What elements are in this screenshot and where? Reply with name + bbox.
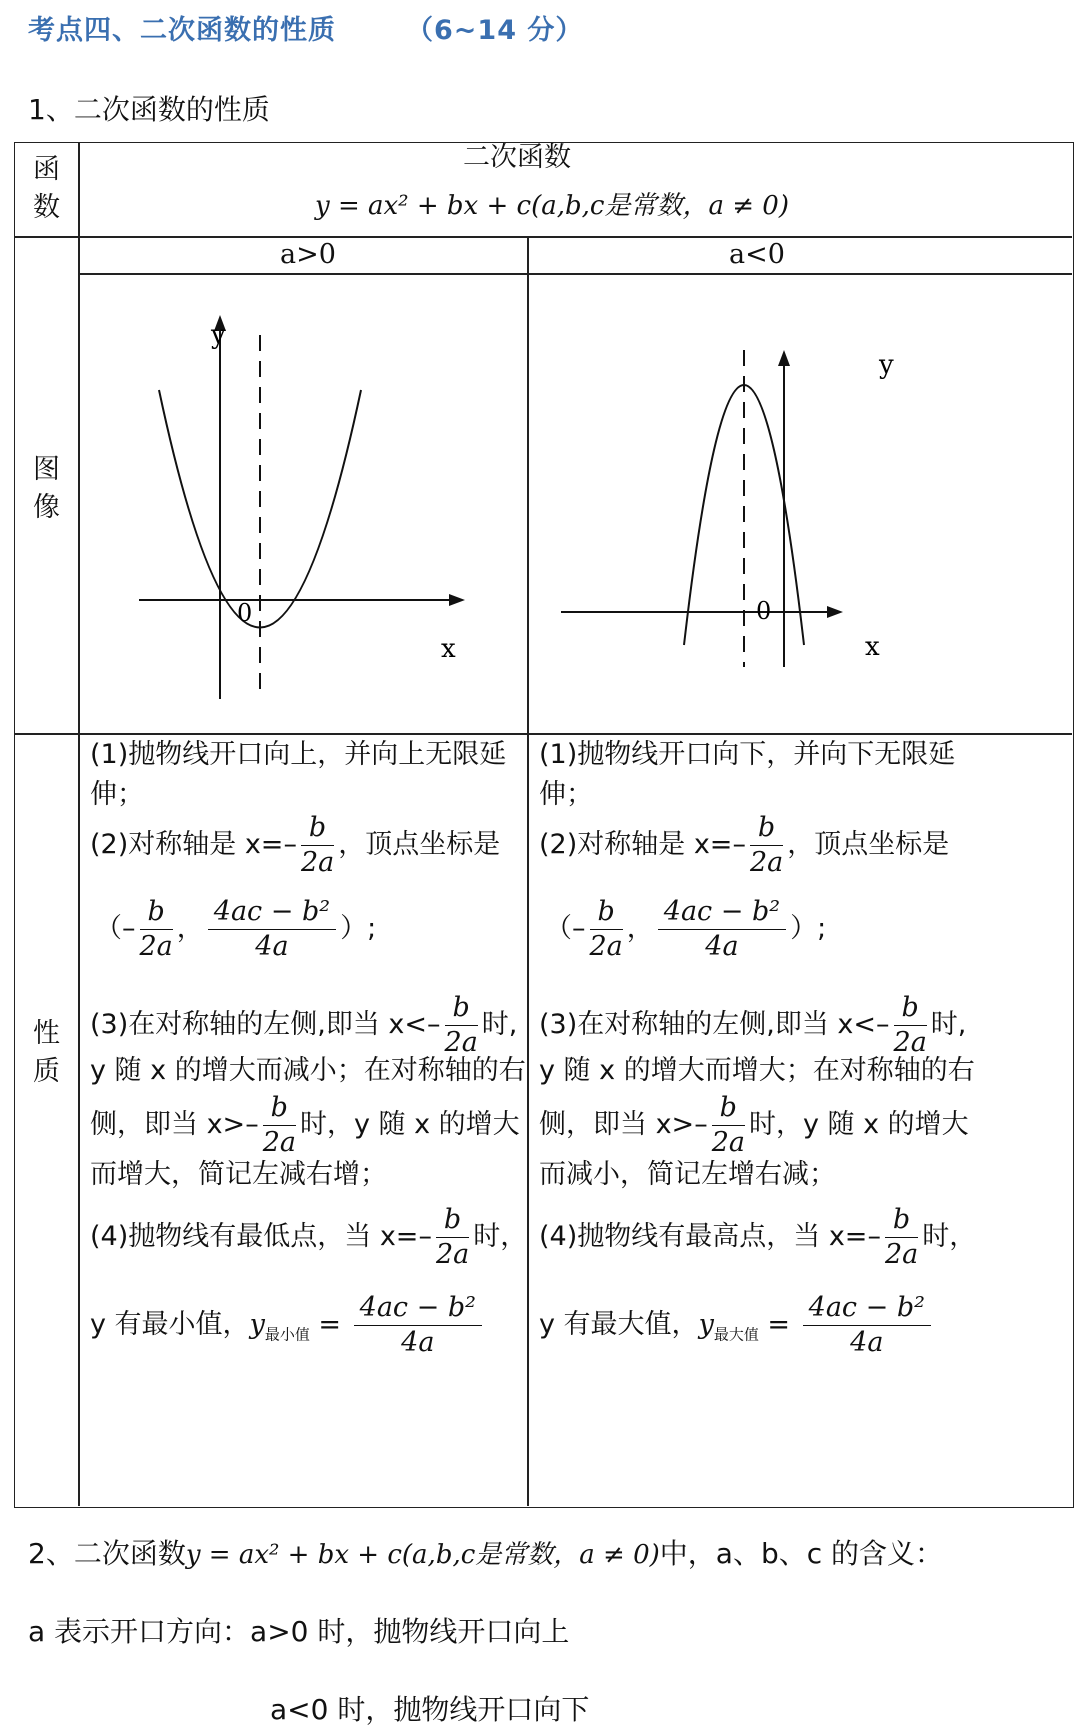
prop-2-vertex-text: ，顶点坐标是	[338, 829, 501, 860]
column-header-a-negative: a<0	[729, 239, 785, 270]
fraction-b-over-2a: $\frac{b}{2a}$	[435, 1204, 470, 1270]
prop-4-line2: y 有最大值，$y_{最大值}$ = $\frac{\text{4ac − b²}}{4a}$	[539, 1291, 935, 1360]
graph-upward-parabola	[79, 275, 527, 733]
section1-title: 1、二次函数的性质	[28, 93, 270, 126]
prop-3-line4: 而增大，简记左减右增；	[90, 1159, 387, 1190]
table-divider	[15, 236, 1072, 238]
prop-2-axis: (2)对称轴是 x=– $\frac{b}{2a}$ ，顶点坐标是	[539, 812, 950, 878]
column-header-a-positive: a>0	[280, 239, 336, 270]
prop-4-line1: (4)抛物线有最低点，当 x=– $\frac{b}{2a}$ 时，	[90, 1204, 528, 1270]
row-label-graph: 图像	[33, 454, 60, 523]
prop-2-text: (2)对称轴是 x=	[90, 829, 284, 860]
x-axis-label: x	[865, 632, 880, 662]
prop-3-line3: 侧，即当 x>– $\frac{b}{2a}$ 时，y 随 x 的增大	[90, 1092, 520, 1158]
prop-2-vertex: （– $\frac{b}{2a}$ ， $\frac{\text{4ac − b²}}{4a}$ ）;	[95, 896, 377, 962]
y-axis-label: y	[879, 350, 894, 380]
fraction-b-over-2a: $\frac{b}{2a}$	[262, 1092, 296, 1158]
origin-label: 0	[237, 599, 253, 627]
function-title: 二次函数	[463, 142, 571, 173]
row-label-function: 函数	[33, 154, 60, 223]
prop-3-line3: 侧，即当 x>– $\frac{b}{2a}$ 时，y 随 x 的增大	[539, 1092, 969, 1158]
x-axis-arrow-icon	[827, 606, 843, 618]
section-heading	[28, 8, 583, 47]
section2-line2: a<0 时，抛物线开口向下	[270, 1693, 590, 1726]
prop-3-line2: y 随 x 的增大而减小；在对称轴的右	[90, 1055, 526, 1086]
fraction-b-over-2a: $\frac{b}{2a}$	[749, 812, 784, 878]
y-axis-label: y	[211, 320, 226, 350]
prop-4-line2: y 有最小值，$y_{最小值}$ = $\frac{\text{4ac − b²}}{4a}$	[90, 1291, 486, 1360]
fraction-b-over-2a: $\frac{b}{2a}$	[139, 896, 173, 962]
fraction-b-over-2a: $\frac{b}{2a}$	[444, 992, 478, 1058]
y-axis-arrow-icon	[778, 350, 790, 366]
fraction-vertex-y: $\frac{\text{4ac − b²}}{4a}$	[208, 895, 336, 964]
fraction-vertex-y: $\frac{\text{4ac − b²}}{4a}$	[658, 895, 786, 964]
prop-3-line2: y 随 x 的增大而增大；在对称轴的右	[539, 1055, 975, 1086]
heading-title: 考点四、二次函数的性质	[28, 15, 336, 46]
prop-3-line1: (3)在对称轴的左侧,即当 x<– $\frac{b}{2a}$ 时,	[90, 992, 518, 1058]
prop-1: (1)抛物线开口向下，并向下无限延伸；	[539, 739, 956, 810]
heading-score: （6~14 分）	[406, 15, 584, 46]
fraction-b-over-2a: $\frac{b}{2a}$	[589, 896, 623, 962]
section2-title: 2、二次函数y = ax² + bx + c(a,b,c是常数，a ≠ 0)中，a、b、c 的含义：	[28, 1537, 944, 1570]
properties-table	[14, 142, 1074, 1508]
fraction-b-over-2a: $\frac{b}{2a}$	[893, 992, 927, 1058]
fraction-vertex-y: $\frac{\text{4ac − b²}}{4a}$	[803, 1291, 931, 1360]
prop-4-line1: (4)抛物线有最高点，当 x=– $\frac{b}{2a}$ 时，	[539, 1204, 977, 1270]
row-label-properties: 性质	[33, 1018, 60, 1087]
prop-3-line1: (3)在对称轴的左侧,即当 x<– $\frac{b}{2a}$ 时,	[539, 992, 967, 1058]
origin-label: 0	[756, 597, 772, 625]
graph-downward-parabola	[529, 275, 977, 733]
fraction-vertex-y: $\frac{\text{4ac − b²}}{4a}$	[354, 1291, 482, 1360]
prop-2-vertex: （– $\frac{b}{2a}$ ， $\frac{\text{4ac − b²}}{4a}$ ）;	[545, 896, 827, 962]
fraction-b-over-2a: $\frac{b}{2a}$	[300, 812, 335, 878]
prop-1: (1)抛物线开口向上，并向上无限延伸；	[90, 739, 507, 810]
x-axis-arrow-icon	[449, 594, 465, 606]
prop-2-axis: (2)对称轴是 x=– $\frac{b}{2a}$ ，顶点坐标是	[90, 812, 501, 878]
fraction-b-over-2a: $\frac{b}{2a}$	[711, 1092, 745, 1158]
prop-3-line4: 而减小，简记左增右减；	[539, 1159, 836, 1190]
function-formula: y = ax² + bx + c(a,b,c是常数，a ≠ 0)	[315, 191, 789, 221]
fraction-b-over-2a: $\frac{b}{2a}$	[884, 1204, 919, 1270]
section2-line1: a 表示开口方向：a>0 时，抛物线开口向上	[28, 1615, 570, 1648]
x-axis-label: x	[441, 634, 456, 664]
